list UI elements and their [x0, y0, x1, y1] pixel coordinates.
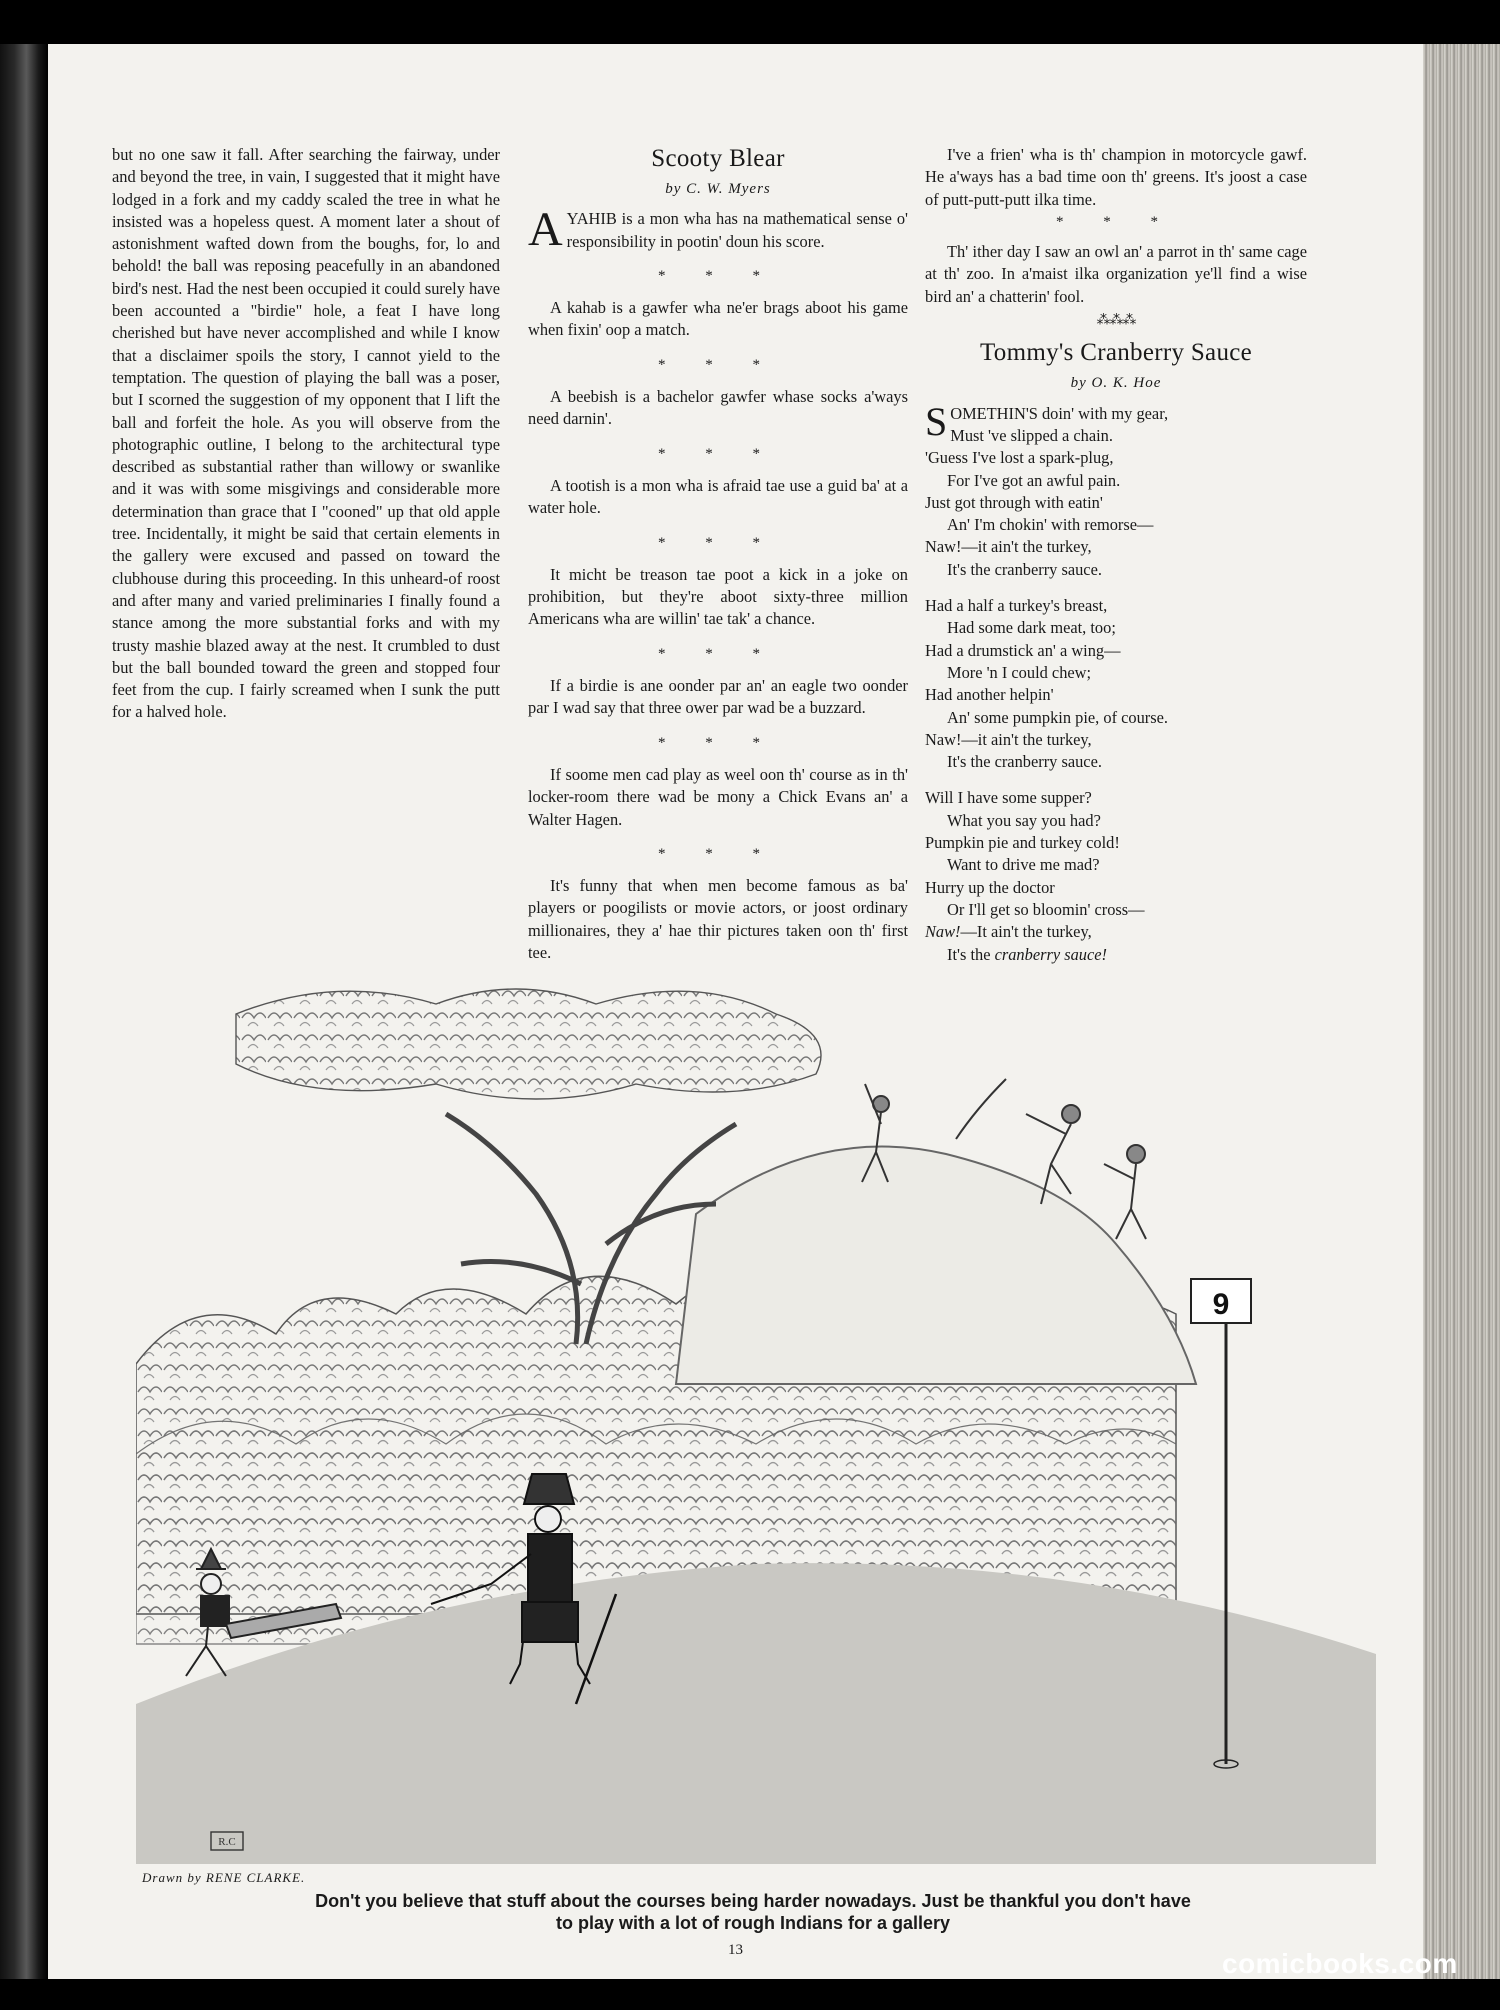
artist-monogram: R.C: [218, 1836, 236, 1848]
tommy-byline: by O. K. Hoe: [1070, 375, 1162, 392]
golf-illustration: [136, 984, 1376, 1864]
illustration-caption: Don't you believe that stuff about the courses being harder nowadays. Just be thankful you don't have to play with a lot of rough Indians for a gallery: [315, 1891, 1191, 1933]
book-page-edges: [1423, 44, 1500, 1979]
scooty-paragraph: It micht be treason tae poot a kick in a joke on prohibition, but they're aboot sixty-three million Americans wha are willin' tae tak' a chance.: [528, 564, 908, 629]
scooty-paragraph: It's funny that when men become famous as ba' players or poogilists or movie actors, or joost ordinary millionaires, they a' hae thir pictures taken oon th' first tee.: [528, 876, 908, 963]
separator-stars: * * *: [658, 267, 778, 284]
scooty-byline: by C. W. Myers: [665, 181, 771, 197]
magazine-page: [48, 44, 1423, 1979]
separator-stars: * * *: [1056, 213, 1176, 230]
separator-stars: * * *: [658, 734, 778, 751]
book-spine-left: [0, 44, 48, 1979]
column-middle: [528, 144, 908, 976]
hill: [676, 1147, 1196, 1385]
poem-stanza-3: Will I have some supper? What you say you had? Pumpkin pie and turkey cold! Want to drive me mad? Hurry up the doctor Or I'll get so bloomin' cross— Naw!—It ain't the turkey, It's the cranberry sauce!: [925, 788, 1145, 964]
scooty-paragraph: A beebish is a bachelor gawfer whase socks a'ways need darnin'.: [528, 387, 908, 429]
separator-stars: * * *: [658, 645, 778, 662]
site-watermark: comicbooks.com: [1222, 1948, 1458, 1979]
column-left: [112, 144, 500, 724]
scooty-paragraph: A tootish is a mon wha is afraid tae use a guid ba' at a water hole.: [528, 475, 908, 518]
tommy-title: Tommy's Cranberry Sauce: [979, 339, 1253, 367]
separator-stars: * * *: [658, 356, 778, 373]
drop-cap: S: [925, 398, 948, 444]
owl-parrot-paragraph: Th' ither day I saw an owl an' a parrot in th' same cage at th' zoo. In a'maist ilka organization ye'll find a wise bird an' a chatterin' fool.: [925, 242, 1307, 306]
poem-stanza-1: S OMETHIN'S doin' with my gear, Must 've slipped a chain. 'Guess I've lost a spark-plug, For I've got an awful pain. Just got through with eatin' An' I'm chokin' with remorse— Naw!—it ain't the turkey, It's the cranberry sauce.: [925, 398, 1169, 579]
flag-number: 9: [1212, 1288, 1230, 1321]
separator-stars: * * *: [658, 845, 778, 862]
article-continuation: but no one saw it fall. After searching the fairway, under and beyond the tree, in vain, I suggested that it might have lodged in a fork and my caddy scaled the tree in what he insisted was a hopeless quest. A moment later a shout of astonishment wafted down from the boughs, for, lo and behold! the ball was reposing peacefully in an abandoned bird's nest. Had the nest been occupied it could surely have been accounted a "birdie" hole, a feat I have long cherished but have never accomplished and while I know that a disclaimer spoils the story, I cannot yield to the temptation. The question of playing the ball was a poser, but I scorned the suggestion of my opponent that I lift the ball and forfeit the hole. As you will observe from the photographic outline, I belong to the architectural type described as substantial rather than willowy or swanlike and it was with some misgivings and considerable more determination than grace that I "cooned" up that old apple tree. Incidentally, it might be said that certain elements in the gallery were excused and passed on toward the clubhouse during this proceeding. In this unheard-of roost and after many and varied preliminaries I finally found a stance among the more substantial forks and with my trusty mashie blazed away at the nest. It crumbled to dust but the ball bounded toward the green and stopped four feet from the cup. I fairly screamed when I sunk the putt for a halved hole.: [112, 145, 500, 722]
scooty-paragraph: A kahab is a gawfer wha ne'er brags aboot his game when fixin' oop a match.: [528, 298, 908, 340]
illustration-credit: Drawn by RENE CLARKE.: [142, 1870, 306, 1885]
ornament-divider: ⁂⁂⁂: [1096, 313, 1136, 329]
drop-cap: A: [528, 203, 563, 257]
scooty-title: Scooty Blear: [651, 145, 785, 172]
separator-stars: * * *: [658, 534, 778, 551]
page-number: 13: [728, 1942, 743, 1958]
poem-stanza-2: Had a half a turkey's breast, Had some dark meat, too; Had a drumstick an' a wing— More 'n I could chew; Had another helpin' An' some pumpkin pie, of course. Naw!—it ain't the turkey, It's the cranberry sauce.: [925, 596, 1169, 772]
motorcycle-paragraph: I've a frien' wha is th' champion in motorcycle gawf. He a'ways has a bad time oon th' greens. It's joost a case of putt-putt-putt ilka time.: [925, 145, 1307, 209]
column-right: [925, 144, 1307, 980]
scooty-intro: AYAHIB is a mon wha has na mathematical sense o' responsibility in pootin' doun his score.: [528, 203, 908, 257]
separator-stars: * * *: [658, 445, 778, 462]
scooty-paragraph: If a birdie is ane oonder par an' an eagle two oonder par I wad say that three ower par wad be a buzzard.: [528, 676, 908, 718]
scooty-paragraph: If soome men cad play as weel oon th' course as in th' locker-room there wad be mony a Chick Evans an' a Walter Hagen.: [528, 764, 908, 829]
